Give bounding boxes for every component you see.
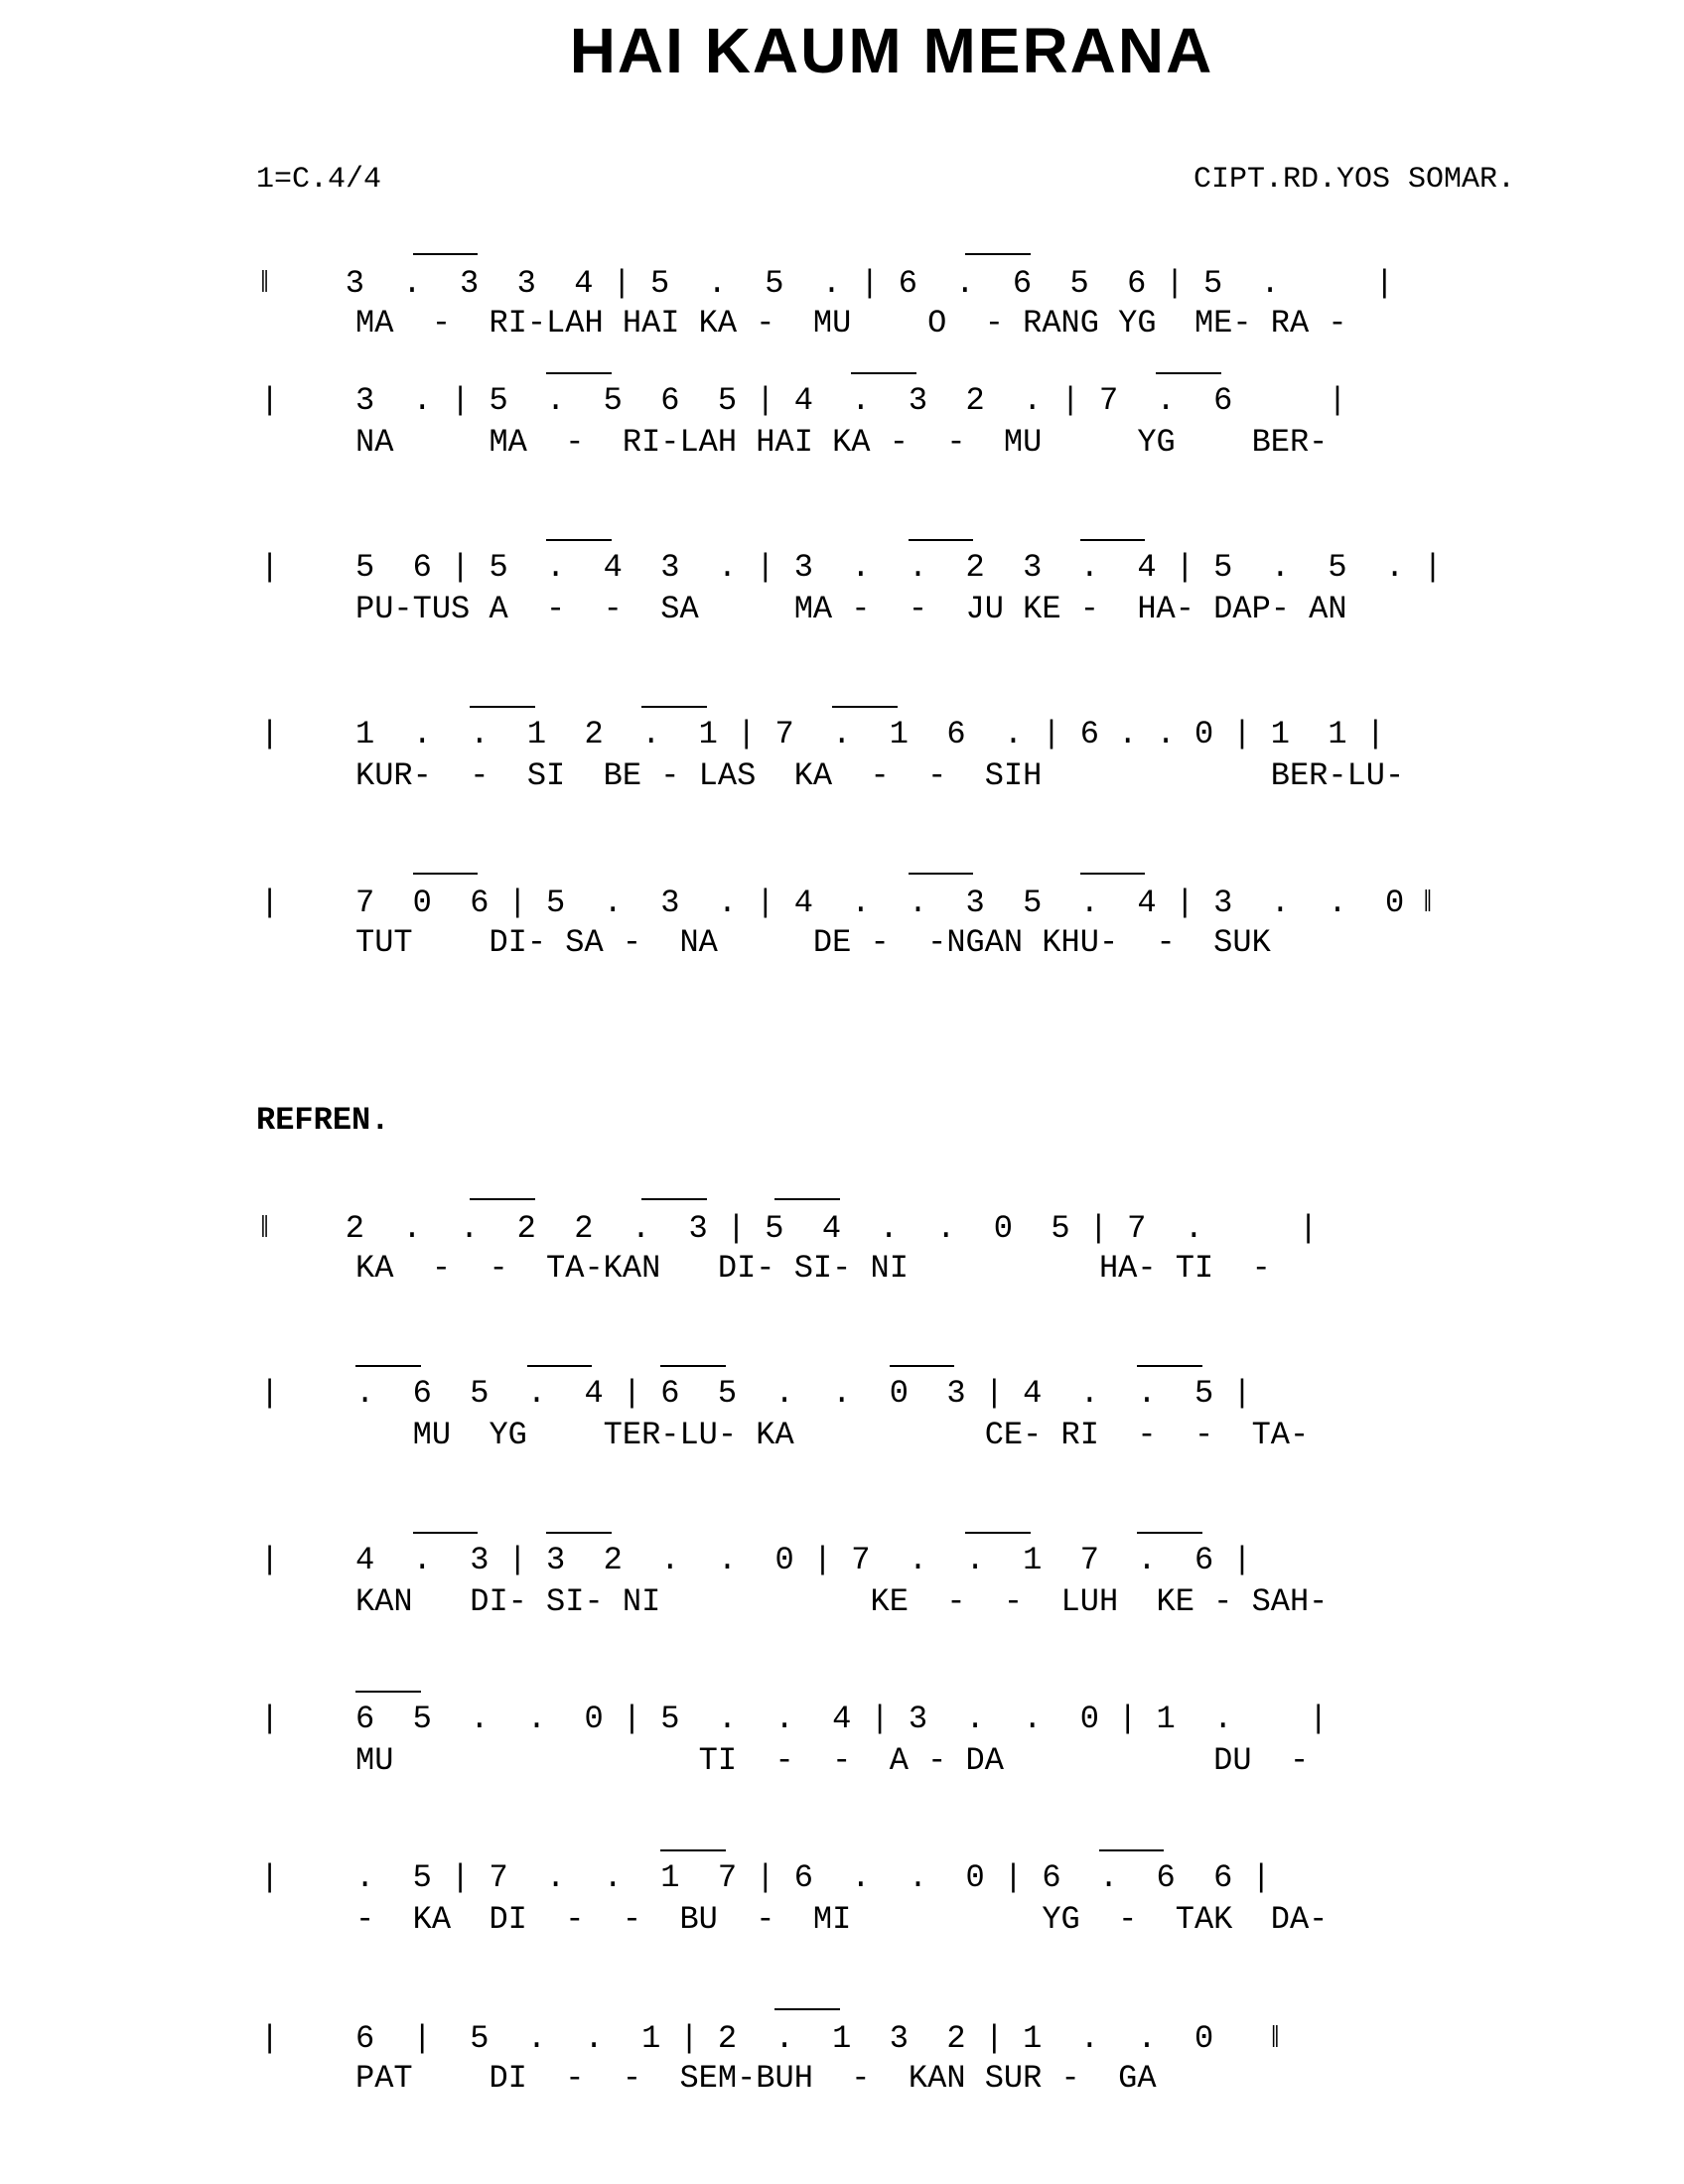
beam-line (832, 706, 898, 708)
beam-line (641, 1198, 707, 1200)
beam-line (470, 1198, 535, 1200)
song-title: HAI KAUM MERANA (569, 15, 1214, 86)
notation-text: | . 6 5 . 4 | 6 5 . . 0 3 | 4 . . 5 | (260, 1375, 1252, 1412)
notation-text: ‖ 3 . 3 3 4 | 5 . 5 . | 6 . 6 5 6 | 5 . | (260, 265, 1394, 302)
beam-line (1080, 539, 1146, 541)
beam-line (909, 873, 974, 875)
beam-line (641, 706, 707, 708)
beam-line (774, 2008, 840, 2010)
key-meter: 1=C.4/4 (256, 163, 382, 197)
beam-line (1137, 1365, 1202, 1367)
notation-text: | 5 6 | 5 . 4 3 . | 3 . . 2 3 . 4 | 5 . 5 . | (260, 549, 1443, 586)
lyrics-row: - KA DI - - BU - MI YG - TAK DA- (260, 1901, 1329, 1938)
lyrics-row: NA MA - RI-LAH HAI KA - - MU YG BER- (260, 424, 1329, 461)
beam-line (413, 253, 479, 255)
lyrics-row: MU TI - - A - DA DU - (260, 1742, 1310, 1779)
refrain-label: REFREN. (256, 1102, 390, 1139)
lyrics-row: TUT DI- SA - NA DE - -NGAN KHU- - SUK (260, 924, 1271, 961)
lyrics-row: KUR- - SI BE - LAS KA - - SIH BER-LU- (260, 757, 1405, 794)
beam-line (851, 372, 916, 374)
lyrics-row: PAT DI - - SEM-BUH - KAN SUR - GA (260, 2060, 1157, 2097)
notation-text: | 1 . . 1 2 . 1 | 7 . 1 6 . | 6 . . 0 | 1 1 | (260, 716, 1385, 752)
notation-text: | 4 . 3 | 3 2 . . 0 | 7 . . 1 7 . 6 | (260, 1542, 1252, 1578)
beam-line (1099, 1849, 1165, 1851)
beam-line (965, 1532, 1031, 1534)
beam-line (413, 873, 479, 875)
lyrics-row: MU YG TER-LU- KA CE- RI - - TA- (260, 1417, 1310, 1453)
notation-text: ‖ 2 . . 2 2 . 3 | 5 4 . . 0 5 | 7 . | (260, 1210, 1319, 1247)
beam-line (1137, 1532, 1202, 1534)
composer: CIPT.RD.YOS SOMAR. (1193, 163, 1515, 197)
lyrics-row: MA - RI-LAH HAI KA - MU O - RANG YG ME- RA - (260, 305, 1347, 341)
beam-line (546, 539, 612, 541)
beam-line (1156, 372, 1221, 374)
notation-text: | 6 | 5 . . 1 | 2 . 1 3 2 | 1 . . 0 ‖ (260, 2020, 1280, 2057)
beam-line (355, 1691, 421, 1693)
notation-text: | . 5 | 7 . . 1 7 | 6 . . 0 | 6 . 6 6 | (260, 1859, 1271, 1896)
lyrics-row: PU-TUS A - - SA MA - - JU KE - HA- DAP- AN (260, 591, 1347, 627)
beam-line (909, 539, 974, 541)
beam-line (546, 372, 612, 374)
beam-line (890, 1365, 955, 1367)
beam-line (355, 1365, 421, 1367)
lyrics-row: KAN DI- SI- NI KE - - LUH KE - SAH- (260, 1583, 1329, 1620)
beam-line (774, 1198, 840, 1200)
lyrics-row: KA - - TA-KAN DI- SI- NI HA- TI - (260, 1250, 1271, 1287)
beam-line (965, 253, 1031, 255)
notation-text: | 3 . | 5 . 5 6 5 | 4 . 3 2 . | 7 . 6 | (260, 382, 1347, 419)
beam-line (1080, 873, 1146, 875)
notation-text: | 6 5 . . 0 | 5 . . 4 | 3 . . 0 | 1 . | (260, 1701, 1329, 1737)
beam-line (660, 1365, 726, 1367)
beam-line (470, 706, 535, 708)
beam-line (527, 1365, 593, 1367)
notation-text: | 7 0 6 | 5 . 3 . | 4 . . 3 5 . 4 | 3 . . 0 ‖ (260, 885, 1433, 921)
beam-line (546, 1532, 612, 1534)
beam-line (413, 1532, 479, 1534)
beam-line (660, 1849, 726, 1851)
